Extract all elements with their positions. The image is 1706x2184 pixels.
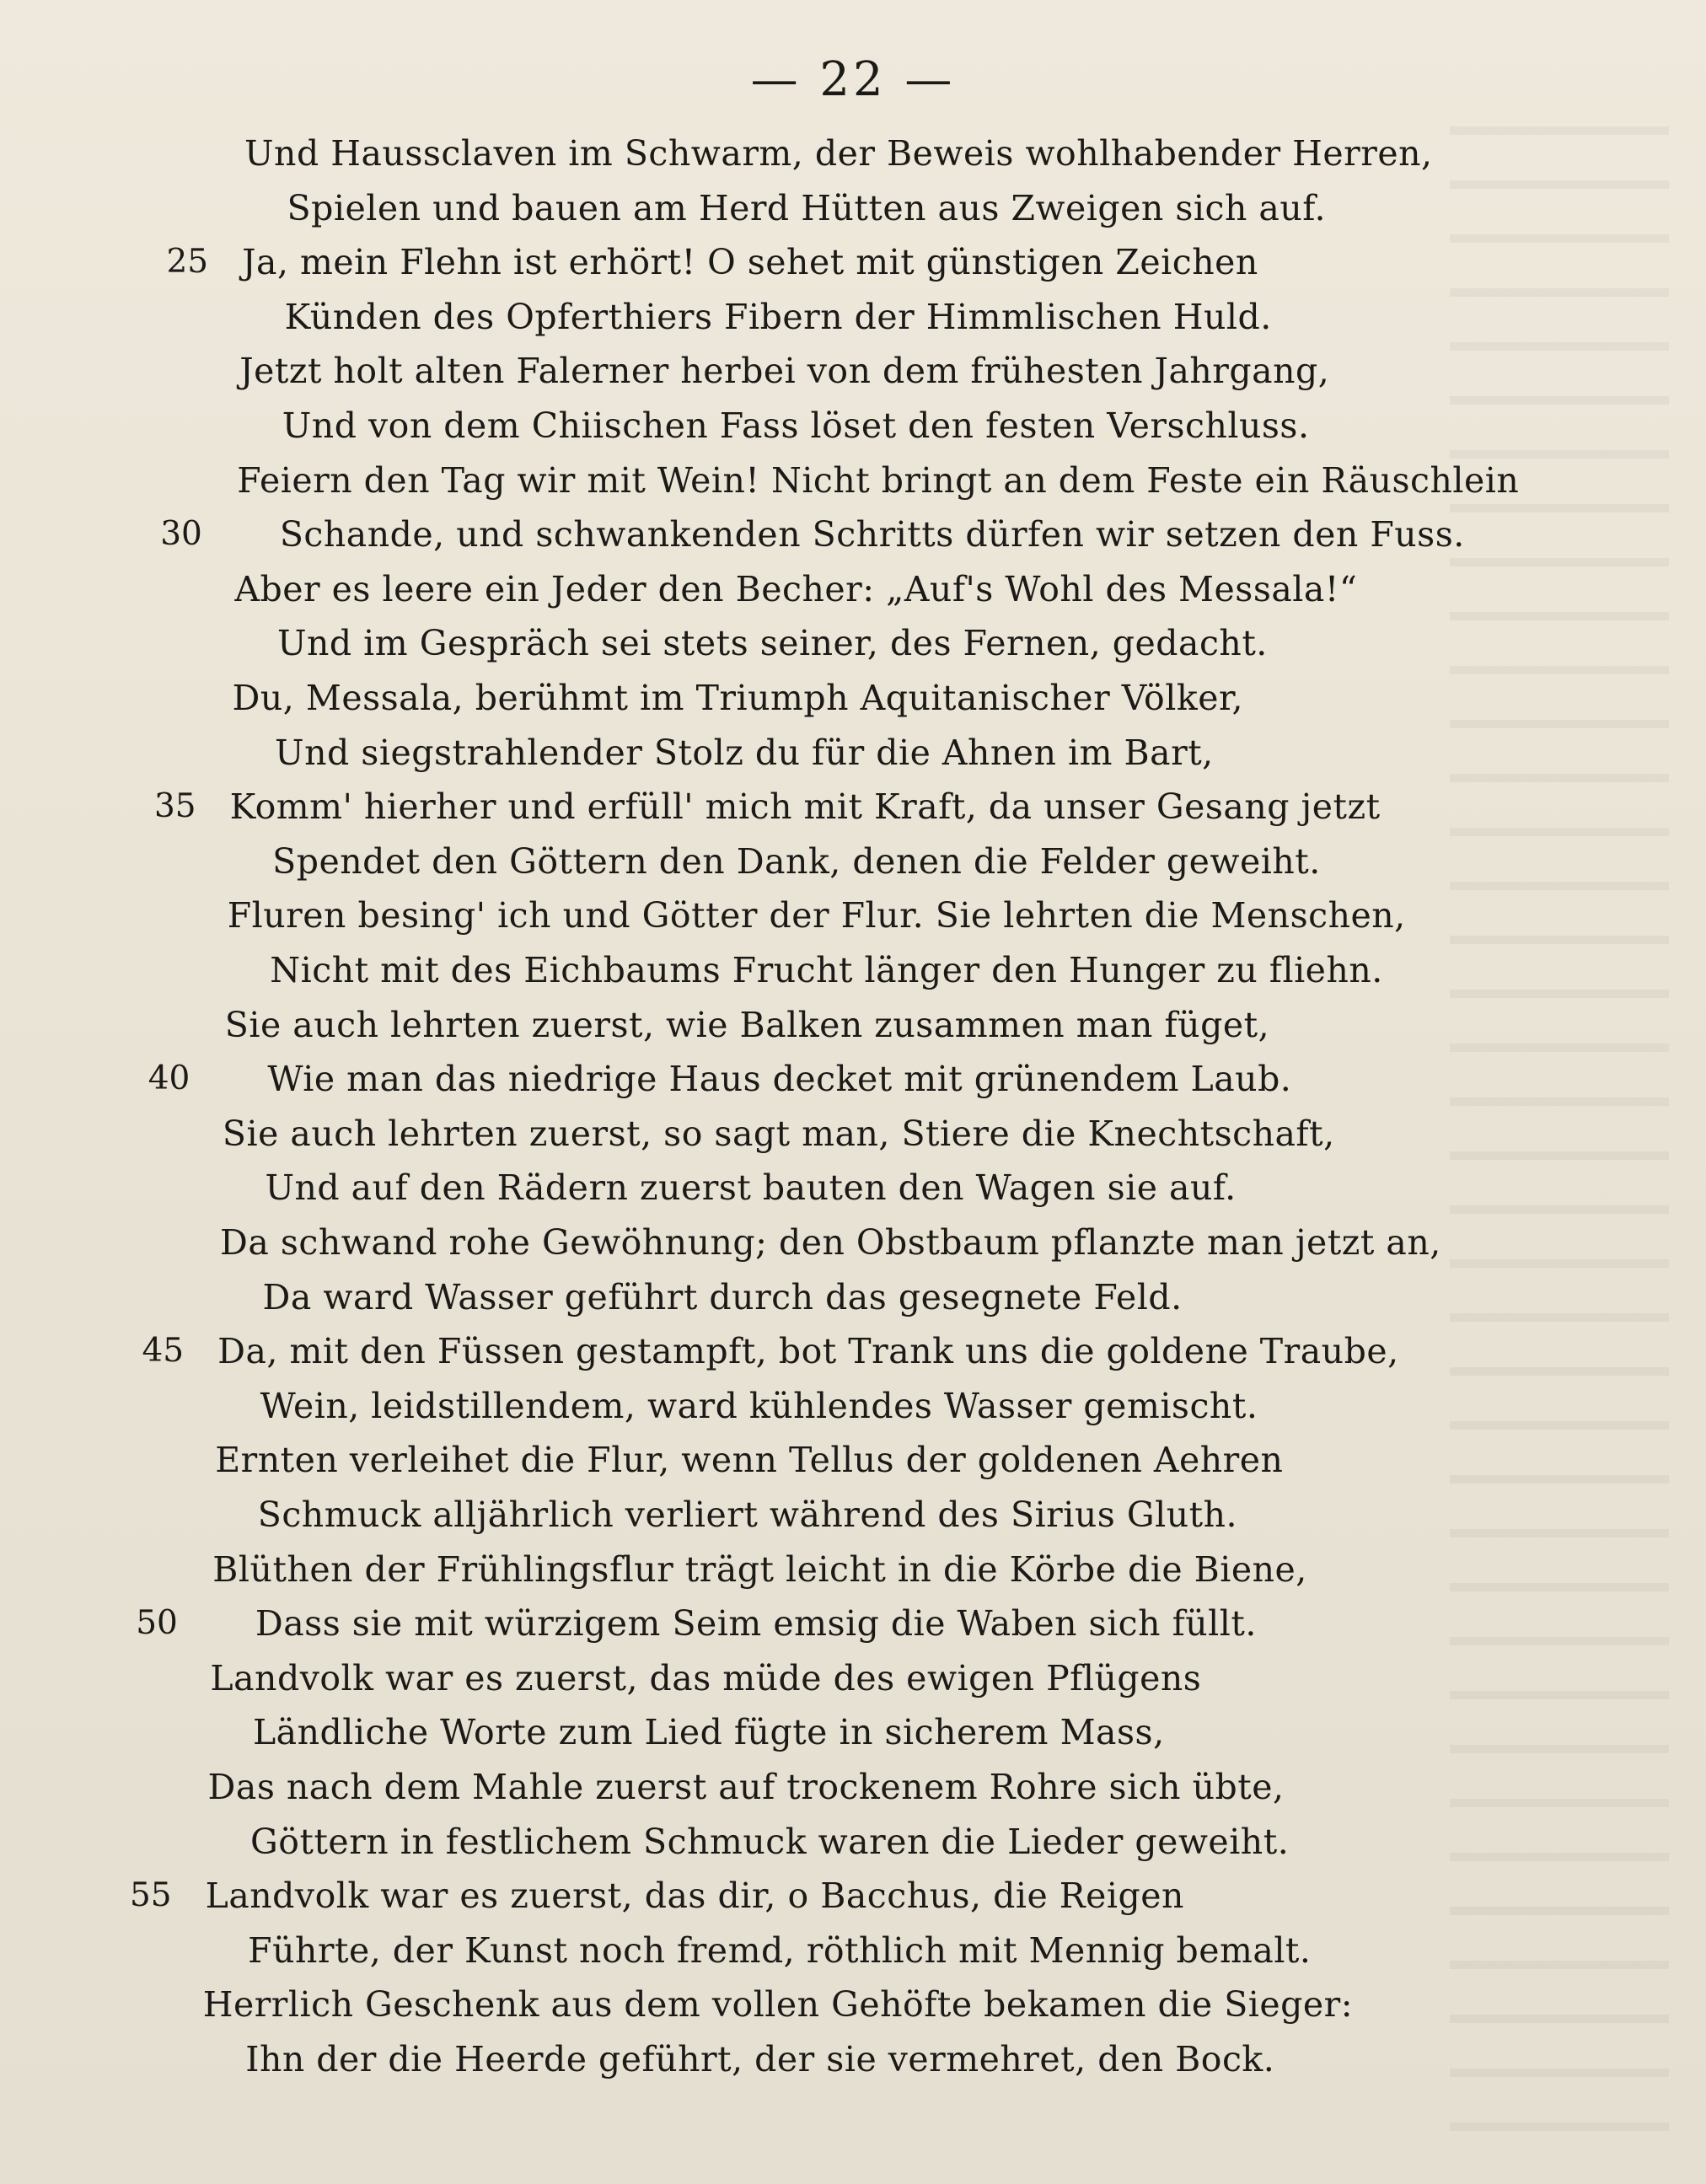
verse-line <box>0 344 1706 398</box>
verse-line <box>0 453 1706 507</box>
verse-text: Da schwand rohe Gewöhnung; den Obstbaum pflanzte man jetzt an, <box>220 1222 1441 1263</box>
verse-line <box>0 1869 1706 1923</box>
line-number: 55 <box>129 1876 172 1915</box>
verse-line <box>0 2032 1706 2086</box>
verse-text: Dass sie mit würzigem Seim emsig die Waben sich füllt. <box>255 1603 1257 1645</box>
page-number: — 22 — <box>750 52 956 107</box>
verse-line <box>0 888 1706 942</box>
line-number: 40 <box>148 1060 190 1098</box>
verse-text: Wie man das niedrige Haus decket mit grünendem Laub. <box>267 1059 1292 1100</box>
verse-text: Jetzt holt alten Falerner herbei von dem frühesten Jahrgang, <box>239 351 1330 392</box>
verse-line <box>0 399 1706 453</box>
verse-text: Landvolk war es zuerst, das müde des ewigen Pflügens <box>210 1657 1202 1698</box>
line-number: 45 <box>142 1332 185 1371</box>
verse-line <box>0 616 1706 670</box>
verse-line <box>0 1270 1706 1324</box>
verse-text: Du, Messala, berühmt im Triumph Aquitanischer Völker, <box>232 678 1244 718</box>
verse-text: Und siegstrahlender Stolz du für die Ahnen im Bart, <box>275 732 1214 773</box>
verse-line <box>0 943 1706 997</box>
verse-line <box>0 181 1706 235</box>
verse-text: Führte, der Kunst noch fremd, röthlich mit Mennig bemalt. <box>248 1929 1312 1971</box>
verse-line <box>0 726 1706 780</box>
verse-text: Künden des Opferthiers Fibern der Himmlischen Huld. <box>284 296 1272 337</box>
verse-text: Und im Gespräch sei stets seiner, des Fernen, gedacht. <box>276 623 1268 664</box>
verse-text: Schmuck alljährlich verliert während des Sirius Gluth. <box>257 1494 1238 1535</box>
verse-line <box>0 1924 1706 1977</box>
verse-text: Spielen und bauen am Herd Hütten aus Zweigen sich auf. <box>287 187 1327 228</box>
verse-text: Nicht mit des Eichbaums Frucht länger den Hunger zu fliehn. <box>270 950 1383 990</box>
verse-text: Spendet den Göttern den Dank, denen die Felder geweiht. <box>272 840 1321 882</box>
verse-line <box>0 126 1706 180</box>
verse-text: Herrlich Geschenk aus dem vollen Gehöfte bekamen die Sieger: <box>202 1984 1354 2026</box>
verse-line <box>0 1651 1706 1705</box>
verse-line <box>0 834 1706 888</box>
verse-text: Ländliche Worte zum Lied fügte in sicherem Mass, <box>252 1712 1165 1753</box>
verse-text: Feiern den Tag wir mit Wein! Nicht bringt an dem Feste ein Räuschlein <box>237 459 1520 501</box>
verse-line <box>0 1107 1706 1161</box>
verse-line <box>0 1379 1706 1433</box>
verse-text: Ernten verleihet die Flur, wenn Tellus der goldenen Aehren <box>215 1440 1284 1481</box>
verse-line <box>0 1815 1706 1869</box>
verse-line <box>0 507 1706 561</box>
verse-line <box>0 1161 1706 1215</box>
verse-line <box>0 290 1706 344</box>
verse-line <box>0 1052 1706 1106</box>
verse-text: Und Haussclaven im Schwarm, der Beweis wohlhabender Herren, <box>244 133 1433 174</box>
verse-text: Fluren besing' ich und Götter der Flur. Sie lehrten die Menschen, <box>227 895 1406 936</box>
line-number: 35 <box>153 787 196 826</box>
line-number: 25 <box>166 243 209 282</box>
verse-line <box>0 1215 1706 1269</box>
verse-text: Da ward Wasser geführt durch das gesegnete Feld. <box>262 1276 1183 1317</box>
verse-line <box>0 1705 1706 1759</box>
verse-text: Und auf den Rädern zuerst bauten den Wagen sie auf. <box>265 1167 1237 1209</box>
verse-text: Da, mit den Füssen gestampft, bot Trank uns die goldene Traube, <box>217 1331 1399 1372</box>
verse-line <box>0 1760 1706 1814</box>
verse-line <box>0 1977 1706 2031</box>
verse-text: Sie auch lehrten zuerst, wie Balken zusammen man füget, <box>224 1004 1270 1045</box>
verse-text: Ihn der die Heerde geführt, der sie vermehret, den Bock. <box>245 2039 1275 2079</box>
verse-line <box>0 235 1706 289</box>
verse-line <box>0 780 1706 834</box>
verse-line <box>0 998 1706 1052</box>
verse-text: Aber es leere ein Jeder den Becher: „Auf's Wohl des Messala!“ <box>234 568 1358 609</box>
verse-line <box>0 1488 1706 1542</box>
verse-text: Wein, leidstillendem, ward kühlendes Wasser gemischt. <box>260 1385 1258 1426</box>
verse-text: Das nach dem Mahle zuerst auf trockenem Rohre sich übte, <box>207 1767 1285 1807</box>
verse-text: Komm' hierher und erfüll' mich mit Kraft, da unser Gesang jetzt <box>229 786 1381 828</box>
line-number: 50 <box>136 1604 178 1643</box>
verse-text: Schande, und schwankenden Schritts dürfen wir setzen den Fuss. <box>279 514 1465 555</box>
verse-line <box>0 1543 1706 1596</box>
verse-text: Landvolk war es zuerst, das dir, o Bacchus, die Reigen <box>205 1875 1184 1917</box>
verse-line <box>0 671 1706 725</box>
verse-text: Und von dem Chiischen Fass löset den festen Verschluss. <box>282 405 1310 446</box>
verse-text: Ja, mein Flehn ist erhört! O sehet mit günstigen Zeichen <box>242 242 1258 283</box>
verse-line <box>0 1596 1706 1650</box>
verse-text: Blüthen der Frühlingsflur trägt leicht in die Körbe die Biene, <box>212 1548 1307 1590</box>
verse-text: Göttern in festlichem Schmuck waren die Lieder geweiht. <box>250 1821 1290 1862</box>
verse-line <box>0 1433 1706 1487</box>
verse-text: Sie auch lehrten zuerst, so sagt man, Stiere die Knechtschaft, <box>222 1113 1335 1154</box>
verse-line <box>0 1324 1706 1378</box>
verse-line <box>0 562 1706 616</box>
line-number: 30 <box>160 515 202 554</box>
